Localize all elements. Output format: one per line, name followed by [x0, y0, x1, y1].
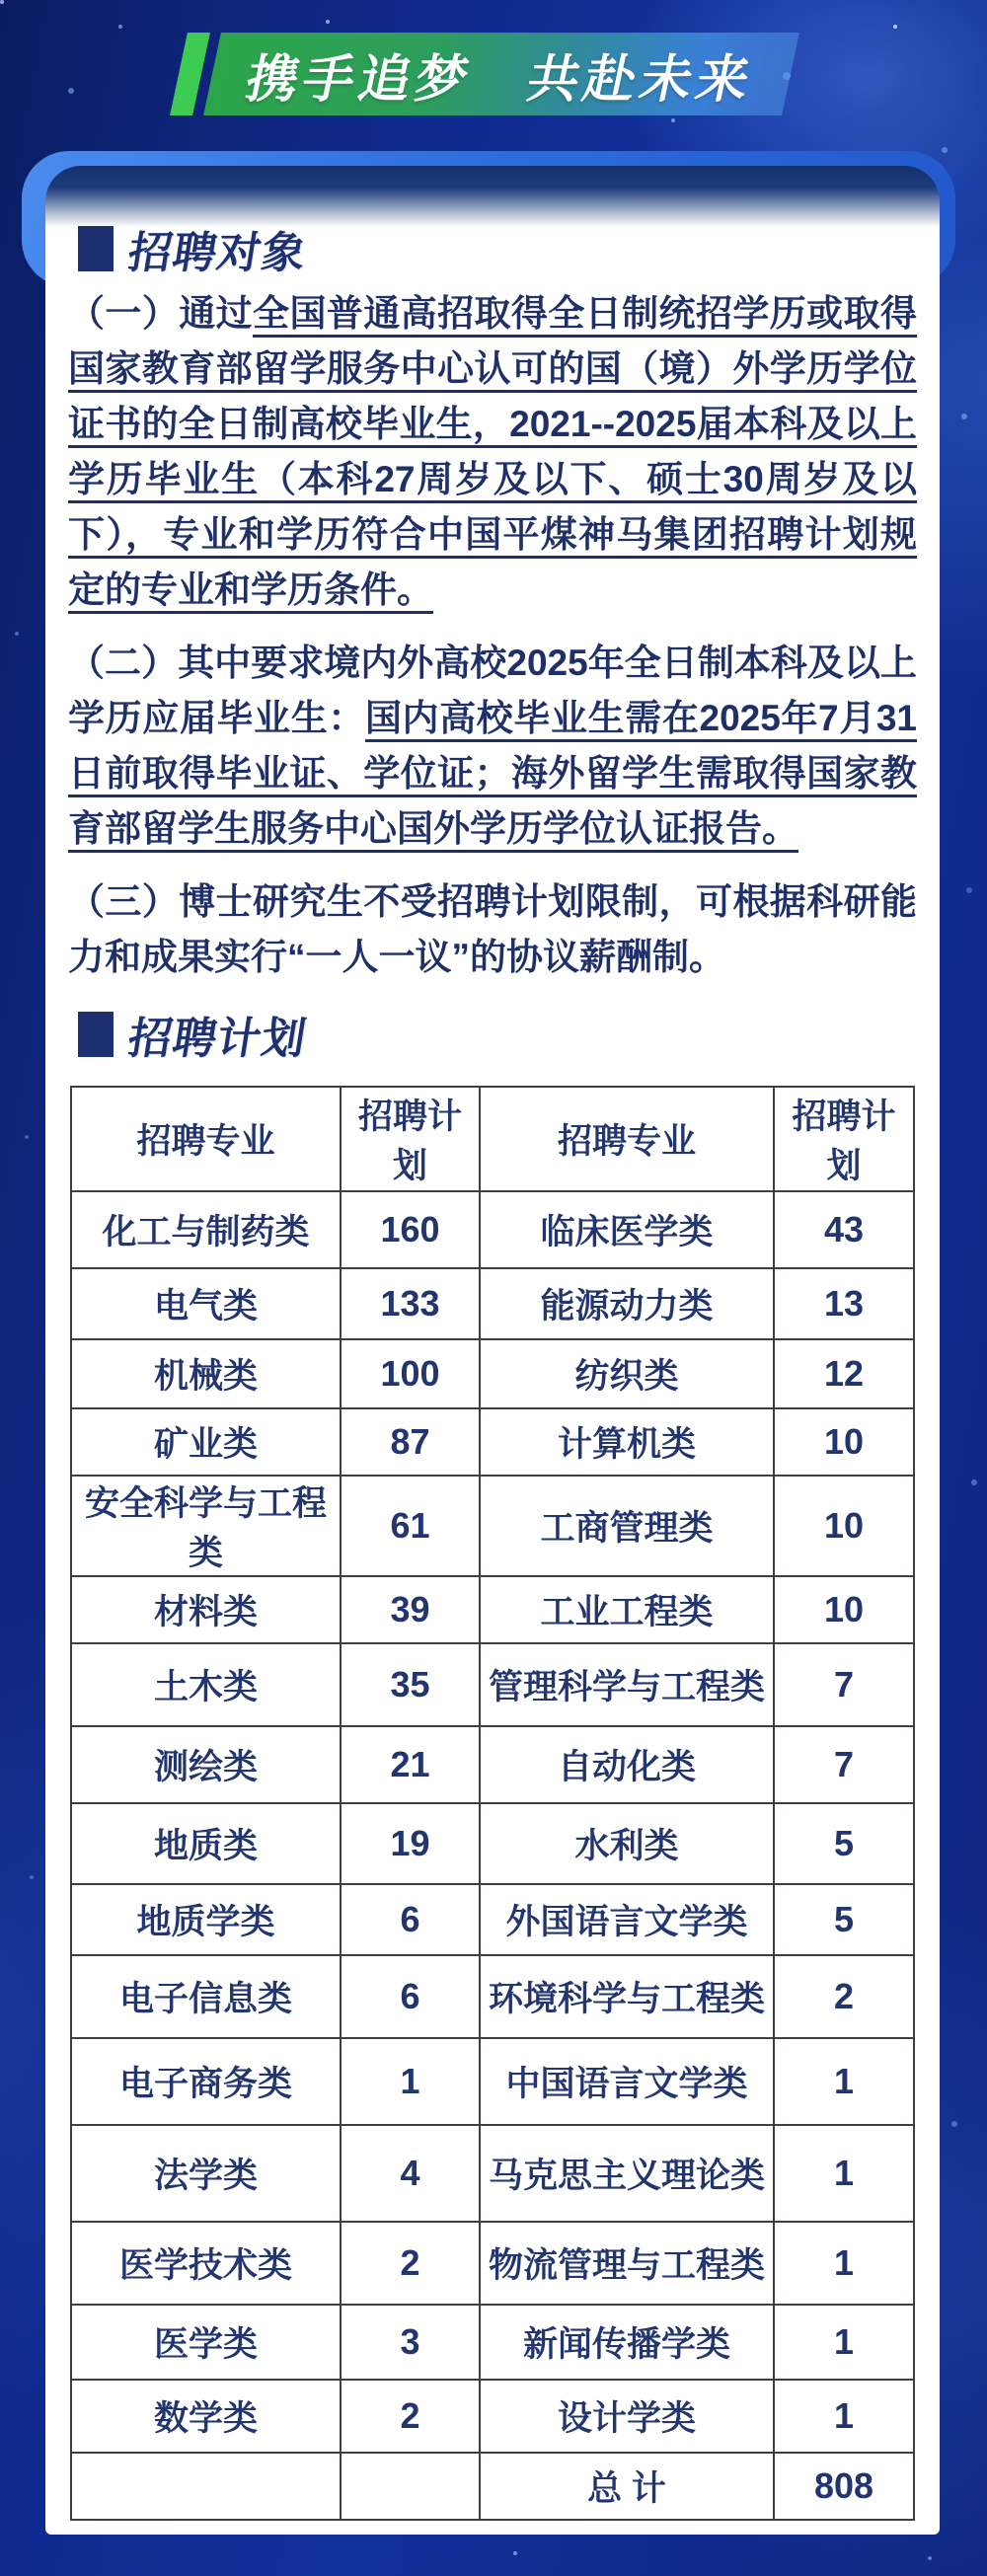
- section-recruit-plan: [78, 1009, 917, 1063]
- paragraph-2-prefix: （二）其中要求境内外高校2025年全日制本科及以上学历应届毕业生：: [68, 643, 917, 738]
- count-cell: 19: [341, 1803, 480, 1884]
- major-cell: 计算机类: [480, 1408, 774, 1476]
- major-cell: 物流管理与工程类: [480, 2222, 774, 2305]
- major-cell: 医学技术类: [71, 2222, 341, 2305]
- table-total-row: [71, 2453, 914, 2520]
- major-cell: 纺织类: [480, 1339, 774, 1408]
- count-cell: 39: [341, 1576, 480, 1643]
- major-cell: 测绘类: [71, 1726, 341, 1803]
- count-cell: 12: [774, 1339, 914, 1408]
- paragraph-1: [68, 286, 917, 618]
- count-cell: 10: [774, 1576, 914, 1643]
- major-cell: [71, 2453, 341, 2520]
- table-header-row: [71, 1087, 914, 1191]
- paragraph-2: [68, 636, 917, 857]
- count-cell: 87: [341, 1408, 480, 1476]
- major-cell: 自动化类: [480, 1726, 774, 1803]
- table-row: [71, 1476, 914, 1576]
- count-cell: 2: [774, 1955, 914, 2038]
- banner-title: 携手追梦 共赴未来: [241, 50, 760, 109]
- major-cell: 材料类: [71, 1576, 341, 1643]
- section-title: 招聘计划: [124, 1015, 311, 1063]
- count-cell: 43: [774, 1191, 914, 1268]
- table-row: [71, 1643, 914, 1726]
- major-cell: 中国语言文学类: [480, 2038, 774, 2125]
- count-cell: 10: [774, 1408, 914, 1476]
- major-cell: 能源动力类: [480, 1268, 774, 1339]
- count-cell: 1: [774, 2125, 914, 2222]
- major-cell: 工业工程类: [480, 1576, 774, 1643]
- table-row: [71, 2380, 914, 2453]
- count-cell: 7: [774, 1643, 914, 1726]
- paragraph-1-prefix: （一）通过: [68, 293, 254, 334]
- major-cell: 马克思主义理论类: [480, 2125, 774, 2222]
- count-cell: 61: [341, 1476, 480, 1576]
- count-cell: 1: [774, 2222, 914, 2305]
- major-cell: 新闻传播学类: [480, 2305, 774, 2380]
- major-cell: 数学类: [71, 2380, 341, 2453]
- table-row: [71, 1576, 914, 1643]
- header-banner: [203, 33, 799, 115]
- count-cell: 4: [341, 2125, 480, 2222]
- major-cell: 土木类: [71, 1643, 341, 1726]
- count-cell: 35: [341, 1643, 480, 1726]
- table-row: [71, 2125, 914, 2222]
- major-cell: 电子商务类: [71, 2038, 341, 2125]
- count-cell: 5: [774, 1803, 914, 1884]
- major-cell: 医学类: [71, 2305, 341, 2380]
- major-cell: 机械类: [71, 1339, 341, 1408]
- header-count: 招聘计划: [341, 1087, 480, 1191]
- major-cell: 地质学类: [71, 1884, 341, 1955]
- count-cell: 1: [341, 2038, 480, 2125]
- total-label-cell: 总 计: [480, 2453, 774, 2520]
- table-row: [71, 2038, 914, 2125]
- table-row: [71, 1408, 914, 1476]
- paragraph-1-underlined: 全国普通高招取得全日制统招学历或取得国家教育部留学服务中心认可的国（境）外学历学位证书的全日制高校毕业生，2021--2025届本科及以上学历毕业生（本科27周岁及以下、硕士30周岁及以下），专业和学历符合中国平煤神马集团招聘计划规定的专业和学历条件。: [68, 293, 918, 610]
- major-cell: 环境科学与工程类: [480, 1955, 774, 2038]
- paragraph-3: （三）博士研究生不受招聘计划限制，可根据科研能力和成果实行“一人一议”的协议薪酬制。: [68, 881, 917, 977]
- count-cell: 1: [774, 2305, 914, 2380]
- total-value-cell: 808: [774, 2453, 914, 2520]
- table-row: [71, 1268, 914, 1339]
- count-cell: 13: [774, 1268, 914, 1339]
- count-cell: 21: [341, 1726, 480, 1803]
- banner-accent-bar: [170, 33, 210, 115]
- section-bullet-icon: [78, 1012, 114, 1057]
- table-row: [71, 1339, 914, 1408]
- count-cell: 133: [341, 1268, 480, 1339]
- count-cell: 3: [341, 2305, 480, 2380]
- table-row: [71, 1955, 914, 2038]
- major-cell: 工商管理类: [480, 1476, 774, 1576]
- content-card: [45, 166, 940, 2535]
- table-row: [71, 1191, 914, 1268]
- major-cell: 安全科学与工程类: [71, 1476, 341, 1576]
- recruit-plan-table: [70, 1086, 915, 2521]
- major-cell: 水利类: [480, 1803, 774, 1884]
- major-cell: 设计学类: [480, 2380, 774, 2453]
- section-recruit-target: [78, 223, 917, 277]
- major-cell: 电气类: [71, 1268, 341, 1339]
- major-cell: 地质类: [71, 1803, 341, 1884]
- count-cell: 2: [341, 2380, 480, 2453]
- count-cell: 6: [341, 1955, 480, 2038]
- count-cell: 160: [341, 1191, 480, 1268]
- header-major: 招聘专业: [480, 1087, 774, 1191]
- major-cell: 电子信息类: [71, 1955, 341, 2038]
- major-cell: 矿业类: [71, 1408, 341, 1476]
- count-cell: 5: [774, 1884, 914, 1955]
- header-count: 招聘计划: [774, 1087, 914, 1191]
- section-title: 招聘对象: [124, 229, 311, 277]
- table-row: [71, 2305, 914, 2380]
- table-row: [71, 1884, 914, 1955]
- count-cell: 1: [774, 2038, 914, 2125]
- count-cell: 2: [341, 2222, 480, 2305]
- table-row: [71, 1803, 914, 1884]
- major-cell: 临床医学类: [480, 1191, 774, 1268]
- count-cell: 1: [774, 2380, 914, 2453]
- count-cell: 100: [341, 1339, 480, 1408]
- major-cell: 外国语言文学类: [480, 1884, 774, 1955]
- paragraph-2-underlined: 国内高校毕业生需在2025年7月31日前取得毕业证、学位证；海外留学生需取得国家教育部留学生服务中心国外学历学位认证报告。: [68, 698, 917, 849]
- table-row: [71, 2222, 914, 2305]
- count-cell: 10: [774, 1476, 914, 1576]
- header-major: 招聘专业: [71, 1087, 341, 1191]
- section-bullet-icon: [78, 226, 114, 271]
- count-cell: [341, 2453, 480, 2520]
- major-cell: 法学类: [71, 2125, 341, 2222]
- count-cell: 6: [341, 1884, 480, 1955]
- count-cell: 7: [774, 1726, 914, 1803]
- table-row: [71, 1726, 914, 1803]
- major-cell: 管理科学与工程类: [480, 1643, 774, 1726]
- major-cell: 化工与制药类: [71, 1191, 341, 1268]
